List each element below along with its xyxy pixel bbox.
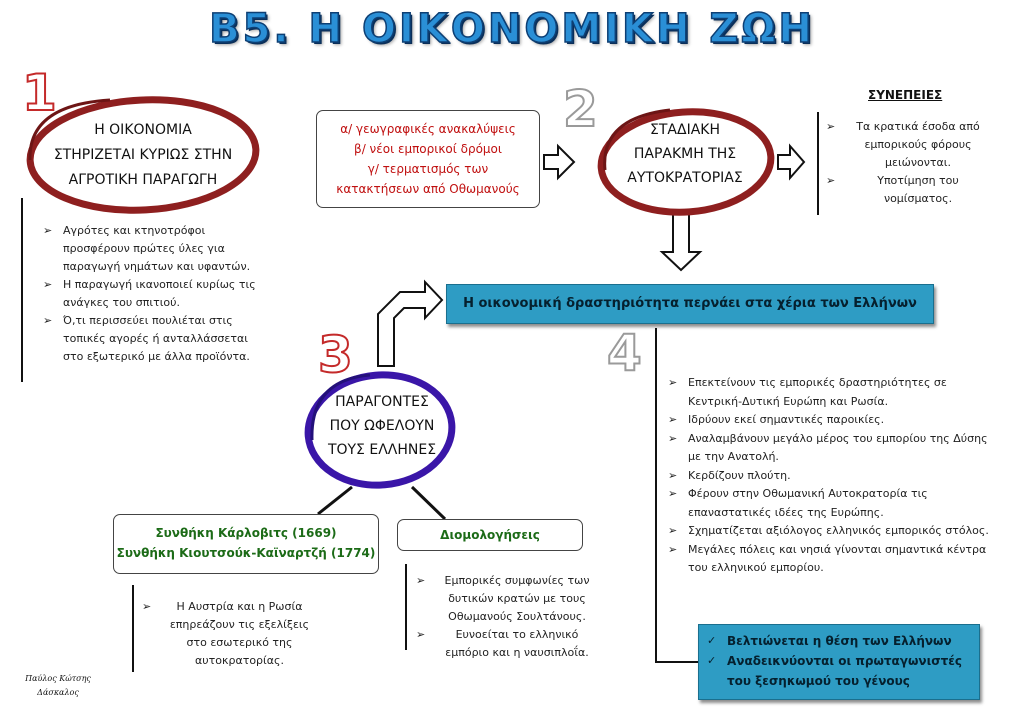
list-item: ➢ Επεκτείνουν τις εμπορικές δραστηριότητες σε Κεντρική-Δυτική Ευρώπη και Ρωσία.: [668, 374, 1003, 411]
connector-factors-right: [412, 487, 445, 519]
arrow-decline-to-consequences: [778, 146, 804, 178]
section-number-2: 2: [563, 80, 598, 138]
main-outcome-bar: Η οικονομική δραστηριότητα περνάει στα χέρια των Ελλήνων: [446, 284, 934, 324]
section-number-1: 1: [22, 64, 57, 122]
agriculture-oval-text: [43, 118, 243, 193]
oval-line: ΠΟΥ ΩΦΕΛΟΥΝ: [329, 418, 435, 434]
list-item: ➢ Υποτίμηση του νομίσματος.: [826, 172, 986, 208]
arrow-causes-to-decline: [544, 146, 574, 178]
list-item: ➢ Φέρουν στην Οθωμανική Αυτοκρατορία τις επαναστατικές ιδέες της Ευρώπης.: [668, 485, 1003, 522]
oval-line: ΤΟΥΣ ΕΛΛΗΝΕΣ: [327, 442, 437, 458]
decline-oval-text: [610, 118, 760, 190]
list-item: ➢ Σχηματίζεται αξιόλογος ελληνικός εμπορικός στόλος.: [668, 522, 1003, 541]
oval-line: ΑΥΤΟΚΡΑΤΟΡΙΑΣ: [627, 170, 743, 186]
arrow-decline-to-bar: [662, 212, 700, 270]
oval-line: ΣΤΑΔΙΑΚΗ: [650, 122, 720, 138]
capitulations-box: [397, 519, 583, 551]
consequences-bullets: [826, 118, 986, 208]
oval-line: ΠΑΡΑΓΟΝΤΕΣ: [335, 394, 429, 410]
greek-activity-bullets: [668, 374, 1003, 578]
author-role: Δάσκαλος: [37, 688, 79, 697]
connector-factors-left: [318, 487, 352, 514]
author-signature: [18, 672, 98, 700]
list-item: ➢ Αναλαμβάνουν μεγάλο μέρος του εμπορίου της Δύσης με την Ανατολή.: [668, 430, 1003, 467]
page-title: Β5. Η ΟΙΚΟΝΟΜΙΚΗ ΖΩΗ: [209, 6, 815, 52]
factors-oval-text: [318, 390, 446, 462]
author-name: Παύλος Κώτσης: [25, 674, 91, 683]
results-box: [698, 624, 980, 700]
list-item: ➢ Μεγάλες πόλεις και νησιά γίνονται σημαντικά κέντρα του ελληνικού εμπορίου.: [668, 541, 1003, 578]
section-number-3: 3: [318, 326, 353, 384]
results-list: [707, 631, 971, 691]
oval-line: ΣΤΗΡΙΖΕΤΑΙ ΚΥΡΙΩΣ ΣΤΗΝ: [53, 147, 233, 163]
list-item: ➢ Τα κρατικά έσοδα από εμπορικούς φόρους μειώνονται.: [826, 118, 986, 172]
cause-line: γ/ τερματισμός των: [367, 162, 489, 176]
capitulations-bullets: [416, 572, 598, 662]
list-item: ✓ Αναδεικνύονται οι πρωταγωνιστές του ξεσηκωμού του γένους: [707, 651, 971, 691]
list-item: ➢ Εμπορικές συμφωνίες των δυτικών κρατών με τους Οθωμανούς Σουλτάνους.: [416, 572, 598, 626]
oval-line: ΠΑΡΑΚΜΗ ΤΗΣ: [633, 146, 737, 162]
treaty-line: Συνθήκη Κιουτσούκ-Καϊναρτζή (1774): [116, 546, 376, 560]
consequences-heading: ΣΥΝΕΠΕΙΕΣ: [868, 88, 943, 102]
list-item: ➢ Ό,τι περισσεύει πουλιέται στις τοπικές αγορές ή ανταλλάσσεται στο εξωτερικό με άλλα προϊόντα.: [43, 312, 271, 366]
treaties-box: [113, 514, 379, 574]
cause-line: β/ νέοι εμπορικοί δρόμοι: [354, 142, 502, 156]
list-item: ➢ Η παραγωγή ικανοποιεί κυρίως τις ανάγκες του σπιτιού.: [43, 276, 271, 312]
oval-line: ΑΓΡΟΤΙΚΗ ΠΑΡΑΓΩΓΗ: [68, 172, 218, 188]
list-item: ✓ Βελτιώνεται η θέση των Ελλήνων: [707, 631, 971, 651]
agriculture-bullets: [43, 222, 271, 366]
causes-box: [316, 110, 540, 208]
list-item: ➢ Ιδρύουν εκεί σημαντικές παροικίες.: [668, 411, 1003, 430]
list-item: ➢ Κερδίζουν πλούτη.: [668, 467, 1003, 486]
cause-line: α/ γεωγραφικές ανακαλύψεις: [340, 122, 516, 136]
oval-line: Η ΟΙΚΟΝΟΜΙΑ: [94, 122, 192, 138]
list-item: ➢ Ευνοείται το ελληνικό εμπόριο και η ναυσιπλοΐα.: [416, 626, 598, 662]
treaties-bullets: [142, 598, 317, 670]
section-number-4: 4: [607, 324, 642, 382]
list-item: ➢ Η Αυστρία και η Ρωσία επηρεάζουν τις εξελίξεις στο εσωτερικό της αυτοκρατορίας.: [142, 598, 317, 670]
cause-line: κατακτήσεων από Οθωμανούς: [336, 182, 520, 196]
arrow-factors-to-bar: [378, 282, 442, 366]
treaty-line: Συνθήκη Κάρλοβιτς (1669): [155, 526, 337, 540]
list-item: ➢ Αγρότες και κτηνοτρόφοι προσφέρουν πρώτες ύλες για παραγωγή νημάτων και υφαντών.: [43, 222, 271, 276]
capitulations-label: Διομολογήσεις: [440, 528, 540, 542]
